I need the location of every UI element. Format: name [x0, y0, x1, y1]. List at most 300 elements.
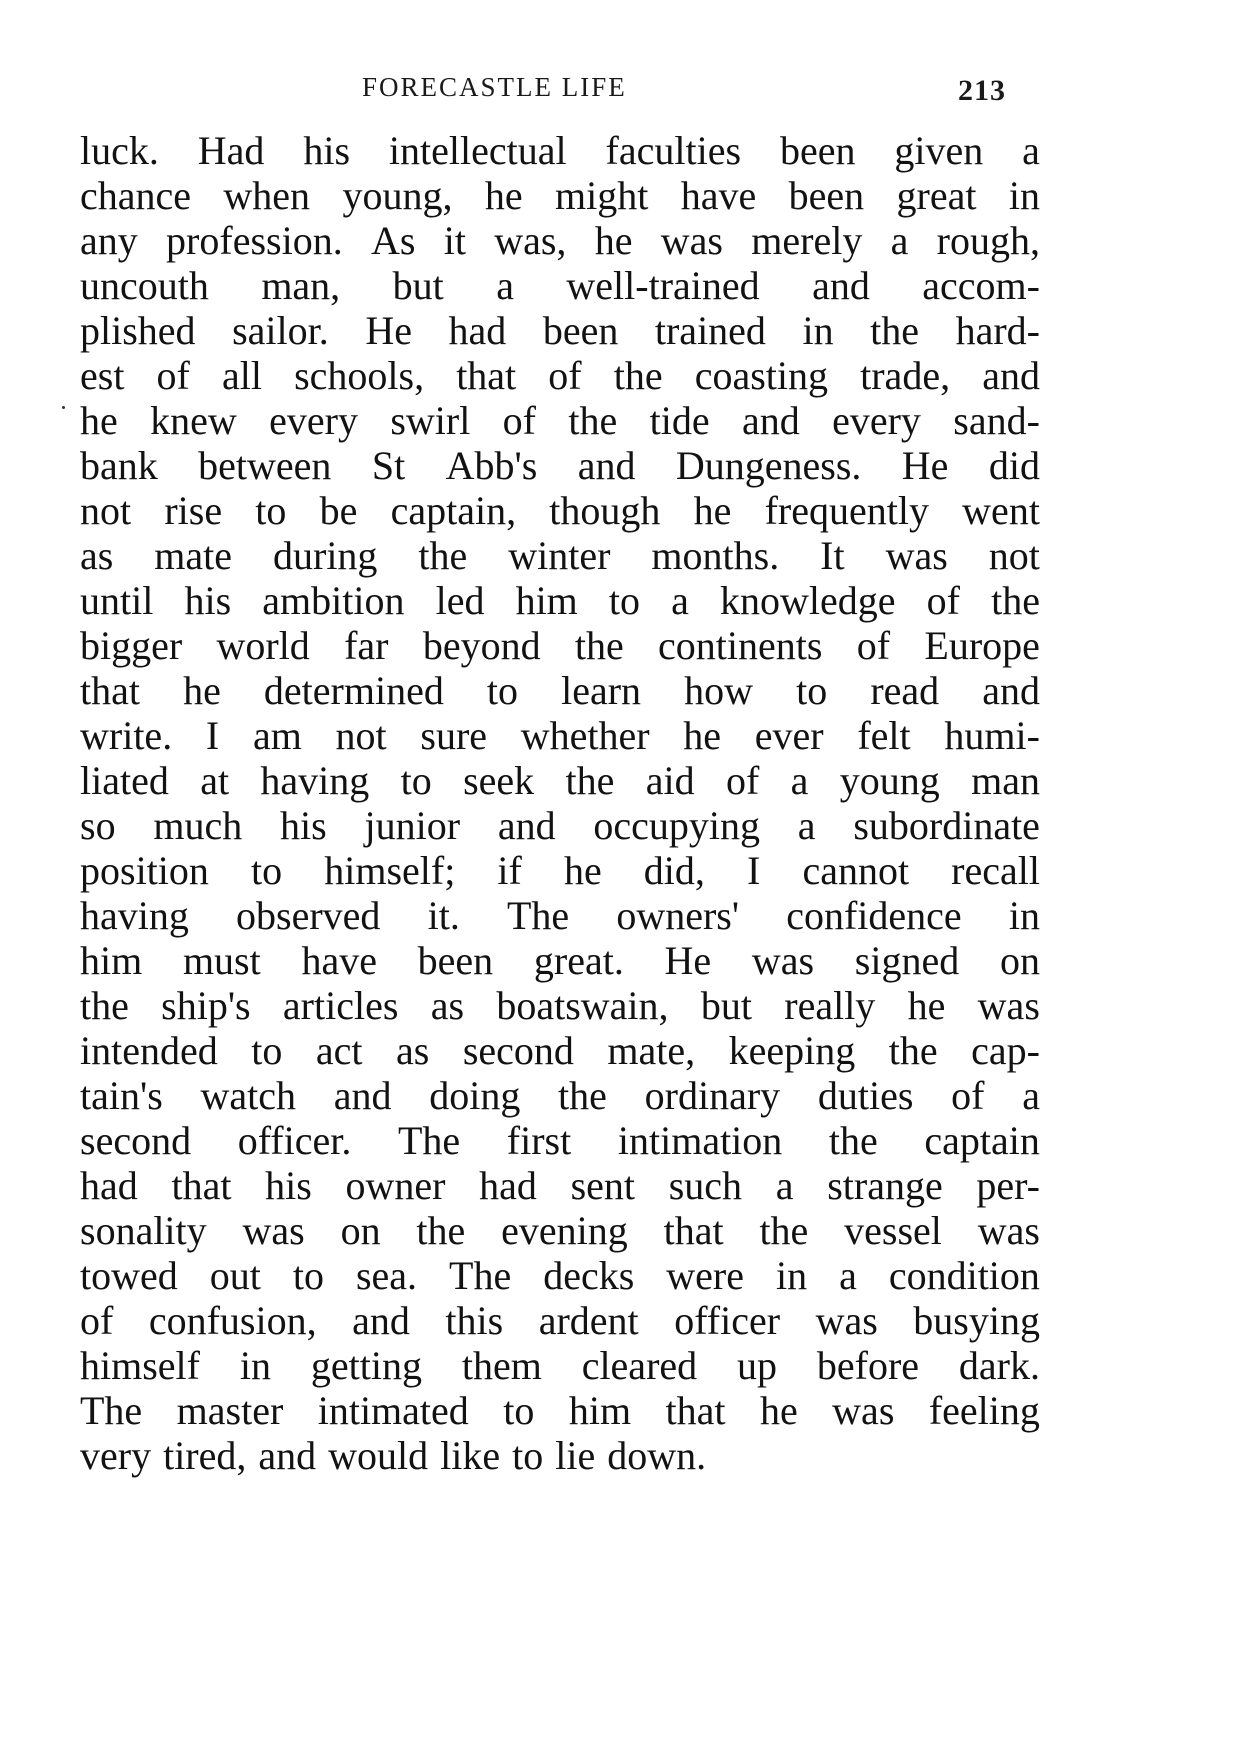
word: up: [737, 1343, 778, 1388]
word: months.: [651, 533, 780, 578]
word: him: [568, 1388, 632, 1433]
word: feeling: [928, 1388, 1040, 1433]
word: the: [613, 353, 663, 398]
word: captain,: [390, 488, 517, 533]
word: the: [558, 1073, 607, 1118]
word: and: [497, 803, 556, 848]
word: beyond: [422, 623, 541, 668]
word: intimated: [317, 1388, 469, 1433]
word: of: [951, 1073, 985, 1118]
word: down.: [607, 1433, 707, 1478]
word: much: [153, 803, 243, 848]
word: he: [759, 1388, 798, 1433]
word: was: [832, 1388, 895, 1433]
word: been: [788, 173, 865, 218]
word: and: [258, 1433, 317, 1478]
word: condition: [888, 1253, 1040, 1298]
word: intended: [80, 1028, 218, 1073]
word: was: [815, 1298, 878, 1343]
word: he: [693, 488, 732, 533]
text-line: [80, 1433, 1040, 1478]
word: a: [671, 578, 689, 623]
word: I: [747, 848, 761, 893]
text-line: [80, 263, 1040, 308]
word: was: [977, 983, 1040, 1028]
word: not: [988, 533, 1040, 578]
word: of: [548, 353, 582, 398]
word: a: [1022, 1073, 1040, 1118]
word: the: [870, 308, 920, 353]
word: aid: [645, 758, 695, 803]
text-line: [80, 1073, 1040, 1118]
text-line: [80, 1208, 1040, 1253]
text-line: [80, 1118, 1040, 1163]
word: ordinary: [644, 1073, 781, 1118]
word: the: [574, 623, 624, 668]
word: when: [223, 173, 311, 218]
word: as: [80, 533, 114, 578]
word: sea.: [355, 1253, 418, 1298]
word: sand-: [953, 398, 1040, 443]
word: swirl: [390, 398, 471, 443]
text-line: [80, 308, 1040, 353]
word: accom-: [922, 263, 1040, 308]
text-line: [80, 353, 1040, 398]
word: this: [445, 1298, 504, 1343]
running-title: FORECASTLE LIFE: [362, 72, 627, 102]
word: to: [251, 1028, 283, 1073]
word: second: [462, 1028, 574, 1073]
text-line: [80, 443, 1040, 488]
word: a: [790, 758, 809, 803]
word: young,: [342, 173, 453, 218]
word: any: [80, 218, 138, 263]
word: the: [888, 1028, 938, 1073]
word: went: [962, 488, 1040, 533]
word: est: [80, 353, 125, 398]
word: bank: [80, 443, 158, 488]
word: that: [171, 1163, 232, 1208]
word: well-trained: [566, 263, 760, 308]
word: he: [563, 848, 602, 893]
word: tired,: [163, 1433, 247, 1478]
word: act: [315, 1028, 363, 1073]
text-line: [80, 173, 1040, 218]
word: had: [479, 1163, 537, 1208]
word: Dungeness.: [675, 443, 862, 488]
word: recall: [951, 848, 1040, 893]
word: did: [988, 443, 1040, 488]
word: and: [352, 1298, 410, 1343]
text-line: [80, 758, 1040, 803]
word: He: [664, 938, 712, 983]
word: uncouth: [80, 263, 209, 308]
word: a: [839, 1253, 857, 1298]
word: and: [577, 443, 636, 488]
word: his: [265, 1163, 312, 1208]
word: He: [901, 443, 949, 488]
word: ambition: [262, 578, 405, 623]
text-line: [80, 128, 1040, 173]
word: decks: [543, 1253, 635, 1298]
word: mate,: [607, 1028, 696, 1073]
word: a: [1022, 128, 1040, 173]
word: to: [608, 578, 641, 623]
word: his: [303, 128, 351, 173]
word: of: [156, 353, 190, 398]
word: must: [182, 938, 261, 983]
word: felt: [857, 713, 911, 758]
word: on: [340, 1208, 381, 1253]
word: of: [926, 578, 960, 623]
word: As: [370, 218, 416, 263]
word: profession.: [166, 218, 343, 263]
page-number: 213: [958, 74, 1006, 107]
word: he: [683, 713, 722, 758]
word: and: [982, 668, 1040, 713]
word: write.: [80, 713, 173, 758]
word: all: [221, 353, 262, 398]
word: his: [184, 578, 232, 623]
word: and: [741, 398, 800, 443]
text-line: [80, 1163, 1040, 1208]
word: to: [796, 668, 828, 713]
text-line: [80, 1253, 1040, 1298]
word: he: [80, 398, 118, 443]
word: humi-: [944, 713, 1040, 758]
word: The: [397, 1118, 461, 1163]
word: hard-: [955, 308, 1040, 353]
word: position: [80, 848, 209, 893]
word: that: [456, 353, 517, 398]
word: confusion,: [148, 1298, 317, 1343]
word: him: [515, 578, 578, 623]
word: to: [292, 1253, 324, 1298]
word: knew: [150, 398, 237, 443]
word: getting: [310, 1343, 422, 1388]
word: faculties: [605, 128, 742, 173]
margin-speck: [62, 406, 65, 409]
word: bigger: [80, 623, 183, 668]
word: trade,: [860, 353, 951, 398]
word: frequently: [764, 488, 929, 533]
word: lie: [555, 1433, 596, 1478]
word: was: [751, 938, 815, 983]
word: ship's: [161, 983, 251, 1028]
word: luck.: [80, 128, 159, 173]
word: tain's: [80, 1073, 163, 1118]
word: read: [870, 668, 940, 713]
word: that: [663, 1208, 724, 1253]
word: cap-: [971, 1028, 1040, 1073]
word: liated: [80, 758, 169, 803]
word: but: [392, 263, 444, 308]
word: were: [666, 1253, 744, 1298]
word: the: [80, 983, 129, 1028]
word: second: [80, 1118, 192, 1163]
word: really: [784, 983, 876, 1028]
text-line: [80, 938, 1040, 983]
word: great.: [533, 938, 624, 983]
word: was,: [494, 218, 567, 263]
word: busying: [913, 1298, 1040, 1343]
word: in: [239, 1343, 271, 1388]
word: sonality: [80, 1208, 207, 1253]
word: confidence: [786, 893, 962, 938]
word: far: [344, 623, 389, 668]
word: them: [461, 1343, 542, 1388]
word: his: [280, 803, 327, 848]
word: was: [660, 218, 723, 263]
word: it.: [427, 893, 460, 938]
word: in: [1008, 173, 1040, 218]
word: in: [775, 1253, 808, 1298]
word: as: [430, 983, 465, 1028]
word: man,: [261, 263, 341, 308]
word: might: [554, 173, 649, 218]
word: great: [896, 173, 977, 218]
word: was: [885, 533, 948, 578]
text-line: [80, 803, 1040, 848]
word: he: [484, 173, 523, 218]
word: world: [216, 623, 310, 668]
word: at: [200, 758, 230, 803]
word: like: [440, 1433, 501, 1478]
word: sent: [570, 1163, 636, 1208]
word: not: [335, 713, 387, 758]
word: so: [80, 803, 116, 848]
word: to: [251, 848, 283, 893]
word: to: [255, 488, 287, 533]
word: watch: [200, 1073, 296, 1118]
word: led: [435, 578, 485, 623]
text-line: [80, 713, 1040, 758]
text-line: [80, 218, 1040, 263]
word: subordinate: [853, 803, 1040, 848]
word: strange: [827, 1163, 943, 1208]
text-line: [80, 983, 1040, 1028]
text-line: [80, 578, 1040, 623]
word: having: [80, 893, 189, 938]
word: to: [503, 1388, 535, 1433]
word: been: [779, 128, 856, 173]
text-line: [80, 668, 1040, 713]
word: between: [198, 443, 332, 488]
word: was: [977, 1208, 1040, 1253]
word: intimation: [617, 1118, 783, 1163]
word: intellectual: [388, 128, 567, 173]
word: such: [668, 1163, 743, 1208]
word: been: [542, 308, 619, 353]
word: he: [183, 668, 221, 713]
word: merely: [751, 218, 863, 263]
word: per-: [976, 1163, 1040, 1208]
word: St: [371, 443, 406, 488]
word: whether: [520, 713, 650, 758]
text-line: [80, 488, 1040, 533]
word: owners': [616, 893, 740, 938]
word: doing: [429, 1073, 521, 1118]
word: a: [496, 263, 514, 308]
word: the: [828, 1118, 878, 1163]
word: the: [991, 578, 1040, 623]
text-line: [80, 533, 1040, 578]
word: plished: [80, 308, 196, 353]
word: was: [242, 1208, 305, 1253]
running-header: [0, 66, 1248, 106]
word: signed: [854, 938, 960, 983]
word: The: [449, 1253, 512, 1298]
body-text: [80, 128, 1040, 1478]
text-line: [80, 1388, 1040, 1433]
word: boatswain,: [496, 983, 669, 1028]
word: given: [894, 128, 984, 173]
word: learn: [561, 668, 642, 713]
word: continents: [658, 623, 823, 668]
word: junior: [364, 803, 461, 848]
word: winter: [508, 533, 611, 578]
word: the: [416, 1208, 466, 1253]
word: ever: [754, 713, 824, 758]
word: rise: [164, 488, 223, 533]
word: master: [176, 1388, 284, 1433]
word: that: [80, 668, 140, 713]
word: keeping: [728, 1028, 856, 1073]
text-line: [80, 1343, 1040, 1388]
word: trained: [654, 308, 766, 353]
word: out: [209, 1253, 261, 1298]
word: of: [502, 398, 536, 443]
word: the: [568, 398, 618, 443]
word: cannot: [802, 848, 910, 893]
word: first: [506, 1118, 572, 1163]
word: officer: [674, 1298, 781, 1343]
word: to: [512, 1433, 544, 1478]
word: He: [365, 308, 412, 353]
word: chance: [80, 173, 192, 218]
text-line: [80, 398, 1040, 443]
word: very: [80, 1433, 152, 1478]
word: every: [269, 398, 358, 443]
word: had: [448, 308, 507, 353]
word: and: [812, 263, 870, 308]
word: of: [856, 623, 891, 668]
word: It: [820, 533, 845, 578]
word: would: [328, 1433, 429, 1478]
word: coasting: [694, 353, 829, 398]
word: of: [725, 758, 760, 803]
word: schools,: [294, 353, 425, 398]
word: on: [999, 938, 1040, 983]
word: The: [80, 1388, 143, 1433]
word: mate: [154, 533, 233, 578]
word: he: [594, 218, 633, 263]
word: be: [319, 488, 358, 533]
text-line: [80, 848, 1040, 893]
word: am: [252, 713, 302, 758]
word: have: [301, 938, 377, 983]
text-line: [80, 893, 1040, 938]
word: though: [549, 488, 661, 533]
word: towed: [80, 1253, 178, 1298]
word: the: [418, 533, 468, 578]
word: to: [486, 668, 519, 713]
word: during: [273, 533, 378, 578]
text-line: [80, 1028, 1040, 1073]
word: ardent: [538, 1298, 639, 1343]
word: how: [684, 668, 754, 713]
word: articles: [282, 983, 399, 1028]
word: knowledge: [720, 578, 896, 623]
word: Had: [197, 128, 265, 173]
word: himself: [80, 1343, 200, 1388]
word: and: [982, 353, 1040, 398]
word: sailor.: [232, 308, 329, 353]
text-line: [80, 623, 1040, 668]
word: having: [260, 758, 370, 803]
word: sure: [420, 713, 488, 758]
word: if: [497, 848, 522, 893]
word: before: [816, 1343, 920, 1388]
word: I: [205, 713, 220, 758]
word: it: [443, 218, 466, 263]
word: and: [333, 1073, 392, 1118]
word: had: [80, 1163, 138, 1208]
word: of: [80, 1298, 114, 1343]
word: dark.: [958, 1343, 1040, 1388]
word: until: [80, 578, 154, 623]
word: tide: [649, 398, 710, 443]
word: in: [1008, 893, 1040, 938]
word: been: [417, 938, 494, 983]
word: observed: [236, 893, 381, 938]
word: occupying: [593, 803, 760, 848]
word: young: [839, 758, 940, 803]
word: The: [506, 893, 570, 938]
word: vessel: [844, 1208, 942, 1253]
word: Europe: [924, 623, 1040, 668]
word: Abb's: [445, 443, 538, 488]
word: duties: [817, 1073, 914, 1118]
word: evening: [501, 1208, 628, 1253]
word: owner: [345, 1163, 446, 1208]
word: to: [400, 758, 432, 803]
word: officer.: [237, 1118, 352, 1163]
word: he: [907, 983, 946, 1028]
word: a: [890, 218, 909, 263]
word: every: [832, 398, 921, 443]
word: captain: [924, 1118, 1040, 1163]
text-line: [80, 1298, 1040, 1343]
word: himself;: [324, 848, 456, 893]
word: a: [797, 803, 816, 848]
word: cleared: [581, 1343, 698, 1388]
word: in: [802, 308, 834, 353]
word: the: [759, 1208, 809, 1253]
word: rough,: [936, 218, 1040, 263]
word: a: [775, 1163, 794, 1208]
word: seek: [463, 758, 535, 803]
word: as: [395, 1028, 430, 1073]
word: did,: [643, 848, 705, 893]
word: but: [700, 983, 752, 1028]
word: have: [680, 173, 757, 218]
word: the: [565, 758, 615, 803]
word: man: [971, 758, 1040, 803]
word: that: [665, 1388, 726, 1433]
word: determined: [263, 668, 444, 713]
word: him: [80, 938, 143, 983]
